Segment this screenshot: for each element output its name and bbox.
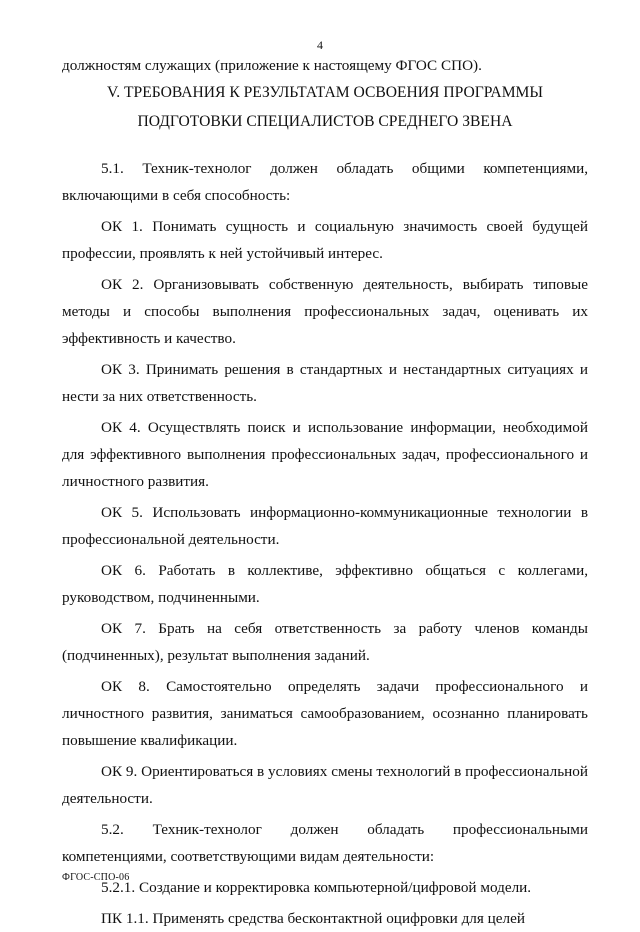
page-number: 4 [317, 38, 323, 52]
paragraph-ok-3: ОК 3. Принимать решения в стандартных и нестандартных ситуациях и нести за них ответственность. [62, 361, 588, 405]
paragraph-ok-5: ОК 5. Использовать информационно-коммуникационные технологии в профессиональной деятельности. [62, 504, 588, 548]
paragraph-5-2: 5.2. Техник-технолог должен обладать профессиональными компетенциями, соответствующими видам деятельности: [62, 821, 588, 865]
paragraph-ok-8: ОК 8. Самостоятельно определять задачи профессионального и личностного развития, заниматься самообразованием, осознанно планировать повышение квалификации. [62, 678, 588, 749]
document-body [62, 52, 588, 932]
paragraph-5-1: 5.1. Техник-технолог должен обладать общими компетенциями, включающими в себя способность: [62, 160, 588, 204]
section-heading [62, 79, 588, 136]
footer-code: ФГОС-СПО-06 [62, 872, 130, 883]
paragraph-5-2-1: 5.2.1. Создание и корректировка компьютерной/цифровой модели. [101, 879, 532, 896]
heading-line-1: V. ТРЕБОВАНИЯ К РЕЗУЛЬТАТАМ ОСВОЕНИЯ ПРОГРАММЫ [106, 84, 544, 101]
heading-line-2: ПОДГОТОВКИ СПЕЦИАЛИСТОВ СРЕДНЕГО ЗВЕНА [137, 113, 513, 130]
paragraph-pk-1-1: ПК 1.1. Применять средства бесконтактной оцифровки для целей [101, 910, 525, 927]
paragraph-ok-4: ОК 4. Осуществлять поиск и использование информации, необходимой для эффективного выполнения профессиональных задач, профессионального и личностного развития. [62, 419, 588, 490]
paragraph-ok-7: ОК 7. Брать на себя ответственность за работу членов команды (подчиненных), результат выполнения заданий. [62, 620, 588, 664]
paragraph-ok-9: ОК 9. Ориентироваться в условиях смены технологий в профессиональной деятельности. [62, 763, 588, 807]
paragraph-ok-1: ОК 1. Понимать сущность и социальную значимость своей будущей профессии, проявлять к ней устойчивый интерес. [62, 218, 588, 262]
lead-line: должностям служащих (приложение к настоящему ФГОС СПО). [62, 57, 482, 74]
paragraph-ok-2: ОК 2. Организовывать собственную деятельность, выбирать типовые методы и способы выполнения профессиональных задач, оценивать их эффективность и качество. [62, 276, 588, 347]
paragraph-ok-6: ОК 6. Работать в коллективе, эффективно общаться с коллегами, руководством, подчиненными. [62, 562, 588, 606]
